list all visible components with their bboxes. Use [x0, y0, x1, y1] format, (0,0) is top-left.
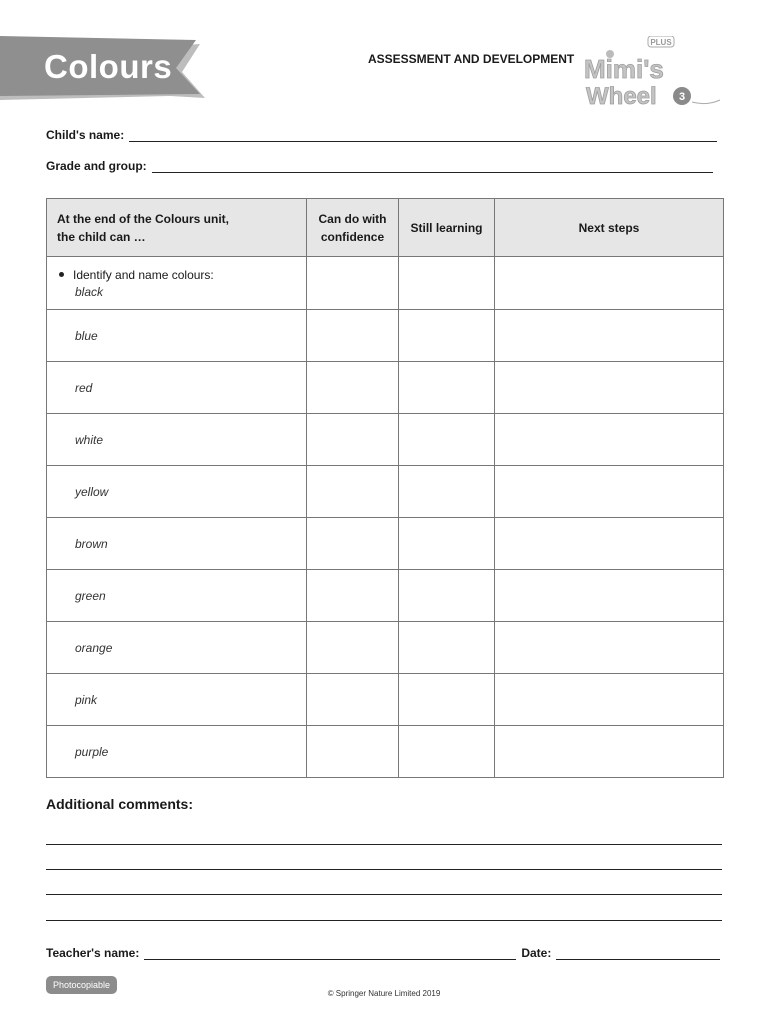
skill-cell	[47, 362, 307, 414]
next-steps-cell[interactable]	[495, 414, 724, 466]
still-learning-cell[interactable]	[399, 466, 495, 518]
skill-cell	[47, 257, 307, 310]
confidence-cell[interactable]	[307, 674, 399, 726]
still-learning-cell[interactable]	[399, 518, 495, 570]
colour-label: red	[75, 380, 93, 395]
skill-cell	[47, 570, 307, 622]
table-row	[47, 414, 724, 466]
skill-cell	[47, 622, 307, 674]
comment-line[interactable]	[46, 869, 722, 870]
comment-line[interactable]	[46, 894, 722, 895]
comment-line[interactable]	[46, 844, 722, 845]
skill-cell	[47, 414, 307, 466]
svg-text:PLUS: PLUS	[650, 38, 672, 47]
teacher-name-line[interactable]	[144, 958, 516, 960]
skill-cell	[47, 310, 307, 362]
signature-row	[46, 946, 722, 960]
header-next-steps: Next steps	[495, 199, 724, 257]
colour-label: blue	[75, 328, 98, 343]
table-row	[47, 674, 724, 726]
photocopiable-badge: Photocopiable	[46, 976, 117, 994]
assessment-table	[46, 198, 724, 778]
confidence-cell[interactable]	[307, 310, 399, 362]
next-steps-cell[interactable]	[495, 362, 724, 414]
skill-text: Identify and name colours:	[73, 267, 214, 282]
table-row	[47, 257, 724, 310]
confidence-cell[interactable]	[307, 362, 399, 414]
next-steps-cell[interactable]	[495, 466, 724, 518]
next-steps-cell[interactable]	[495, 726, 724, 778]
confidence-cell[interactable]	[307, 570, 399, 622]
next-steps-cell[interactable]	[495, 622, 724, 674]
colour-label: green	[75, 588, 106, 603]
grade-group-label: Grade and group:	[46, 159, 147, 173]
still-learning-cell[interactable]	[399, 414, 495, 466]
copyright-text: © Springer Nature Limited 2019	[327, 989, 441, 998]
bullet-icon	[59, 272, 64, 277]
skill-cell	[47, 518, 307, 570]
colour-label: yellow	[75, 484, 109, 499]
next-steps-cell[interactable]	[495, 310, 724, 362]
next-steps-cell[interactable]	[495, 674, 724, 726]
next-steps-cell[interactable]	[495, 518, 724, 570]
comment-line[interactable]	[46, 920, 722, 921]
grade-group-row	[46, 159, 713, 173]
table-row	[47, 518, 724, 570]
colour-label: white	[75, 432, 104, 447]
table-row	[47, 570, 724, 622]
colour-label: brown	[75, 536, 108, 551]
table-row	[47, 310, 724, 362]
confidence-cell[interactable]	[307, 622, 399, 674]
still-learning-cell[interactable]	[399, 674, 495, 726]
header-confidence: Can do with confidence	[307, 199, 399, 257]
still-learning-cell[interactable]	[399, 570, 495, 622]
still-learning-cell[interactable]	[399, 622, 495, 674]
skill-cell	[47, 466, 307, 518]
teacher-name-label: Teacher's name:	[46, 946, 140, 960]
confidence-cell[interactable]	[307, 466, 399, 518]
next-steps-cell[interactable]	[495, 257, 724, 310]
svg-text:3: 3	[678, 91, 686, 103]
still-learning-cell[interactable]	[399, 362, 495, 414]
child-name-row	[46, 128, 717, 142]
colour-label: purple	[75, 744, 109, 759]
date-label: Date:	[521, 946, 552, 960]
confidence-cell[interactable]	[307, 726, 399, 778]
table-row	[47, 466, 724, 518]
section-label: ASSESSMENT AND DEVELOPMENT	[368, 52, 575, 66]
skill-cell	[47, 674, 307, 726]
svg-text:Mimi's: Mimi's	[584, 54, 664, 84]
table-header-row	[47, 199, 724, 257]
still-learning-cell[interactable]	[399, 310, 495, 362]
confidence-cell[interactable]	[307, 257, 399, 310]
date-line[interactable]	[556, 958, 720, 960]
svg-text:Wheel: Wheel	[586, 83, 657, 110]
colour-label: orange	[75, 640, 113, 655]
table-row	[47, 362, 724, 414]
table-row	[47, 726, 724, 778]
still-learning-cell[interactable]	[399, 726, 495, 778]
brand-logo	[582, 36, 727, 112]
confidence-cell[interactable]	[307, 414, 399, 466]
unit-title: Colours	[44, 48, 173, 85]
header-skill: At the end of the Colours unit, the child can …	[47, 199, 307, 257]
table-row	[47, 622, 724, 674]
still-learning-cell[interactable]	[399, 257, 495, 310]
confidence-cell[interactable]	[307, 518, 399, 570]
skill-cell	[47, 726, 307, 778]
colour-label: black	[75, 284, 104, 299]
child-name-line[interactable]	[129, 140, 717, 142]
colour-label: pink	[75, 692, 98, 707]
header-still-learning: Still learning	[399, 199, 495, 257]
comments-title: Additional comments:	[46, 796, 194, 812]
child-name-label: Child's name:	[46, 128, 125, 142]
next-steps-cell[interactable]	[495, 570, 724, 622]
grade-group-line[interactable]	[152, 171, 713, 173]
